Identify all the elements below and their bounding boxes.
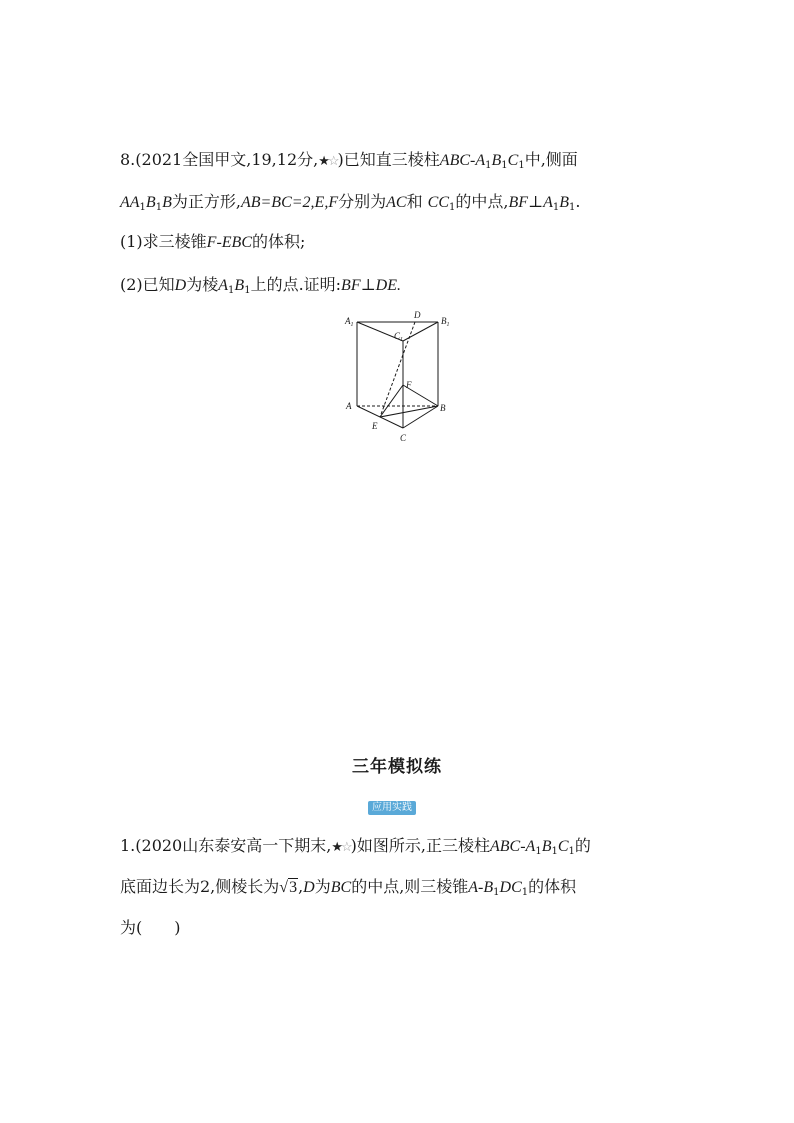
edge-c1-b1: [403, 322, 438, 341]
sqrt-expression: √3: [279, 879, 298, 896]
difficulty-star-icon: ★☆: [318, 154, 338, 169]
problem1-line2: 底面边长为2,侧棱长为√3,D为BC的中点,则三棱锥$A-B_1DC_1$的体积: [120, 877, 577, 898]
label-d: D: [414, 310, 421, 320]
label-c1: $C_1$: [394, 331, 404, 343]
section-badge: 应用实践: [368, 801, 416, 815]
label-f: F: [406, 380, 412, 390]
label-a: A: [346, 401, 352, 411]
prism-figure: [340, 308, 470, 448]
label-b1: $B_1$: [441, 316, 450, 328]
problem1-line1: 1.(2020山东泰安高一下期末,★☆)如图所示,正三棱柱ABC-$A_1B_1C_1$的: [120, 836, 591, 857]
problem8-part1: (1)求三棱锥F-EBC的体积;: [120, 232, 306, 251]
problem-number: 8.: [120, 150, 136, 169]
problem8-line2: $AA_1B_1B$为正方形,AB=BC=2,E,F分别为AC和 $CC_1$的中点$,BF\perp A_1B_1$.: [120, 192, 581, 213]
label-e: E: [372, 421, 378, 431]
problem-number: 1.: [120, 836, 136, 855]
problem8-line1: 8.(2021全国甲文,19,12分,★☆)已知直三棱柱ABC-$A_1B_1C_1$中,侧面: [120, 150, 578, 171]
difficulty-star-icon: ★☆: [331, 840, 351, 855]
label-c: C: [400, 433, 407, 443]
label-b: B: [440, 403, 446, 413]
label-a1: $A_1$: [345, 316, 354, 328]
segment-e-f: [380, 385, 403, 417]
problem1-line3: 为( ): [120, 918, 181, 937]
problem8-part2: (2)已知D为棱$A_1B_1$上的点.证明:BF⊥DE.: [120, 275, 401, 296]
section-title: 三年模拟练: [352, 757, 442, 777]
problem-source: (2020山东泰安高一下期末,: [135, 836, 332, 855]
problem-source: (2021全国甲文,19,12分,: [135, 150, 319, 169]
